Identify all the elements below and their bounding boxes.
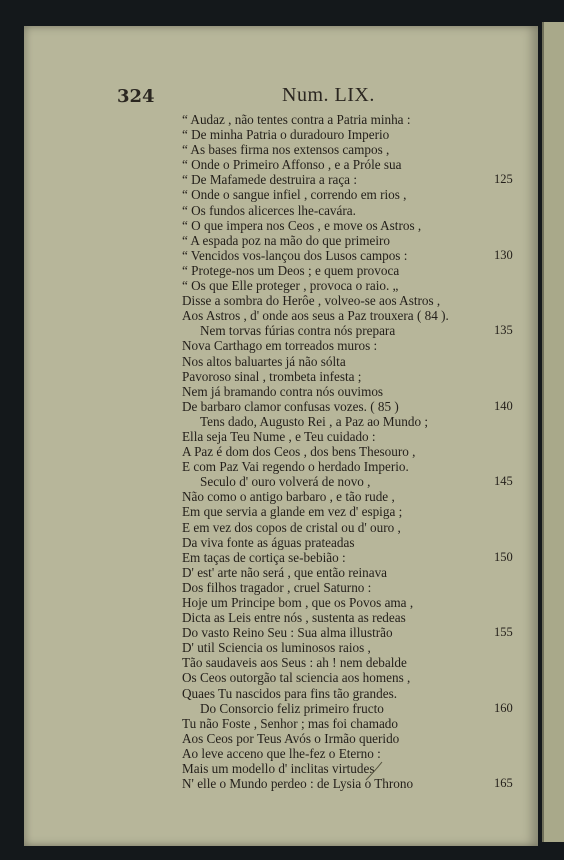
verse-line bbox=[182, 625, 513, 641]
verse-text: N' elle o Mundo perdeo : de Lysia o Throno bbox=[182, 776, 414, 792]
verse-text: E em vez dos copos de cristal ou d' ouro , bbox=[182, 519, 401, 535]
line-number: 160 bbox=[494, 700, 513, 715]
line-number: 135 bbox=[494, 323, 513, 338]
verse-line bbox=[182, 535, 502, 550]
verse-line bbox=[182, 670, 502, 685]
verse-line bbox=[182, 247, 513, 263]
verse-line bbox=[182, 127, 502, 142]
verse-text: Tens dado, Augusto Rei , a Paz ao Mundo ; bbox=[200, 413, 428, 429]
pencil-mark bbox=[364, 760, 388, 782]
verse-line bbox=[182, 429, 502, 444]
verse-text: Do Consorcio feliz primeiro fructo bbox=[200, 700, 384, 716]
verse-text: Tu não Foste , Senhor ; mas foi chamado bbox=[182, 715, 398, 731]
verse-line bbox=[182, 761, 502, 776]
verse-line bbox=[182, 459, 502, 474]
verse-text: Aos Astros , d' onde aos seus a Paz trouxera ( 84 ). bbox=[182, 308, 449, 324]
verse-line bbox=[182, 595, 502, 610]
verse-line bbox=[182, 233, 502, 248]
verse-line bbox=[182, 655, 502, 670]
line-number: 150 bbox=[494, 549, 513, 564]
verse-text: “ Vencidos vos-lançou dos Lusos campos : bbox=[182, 247, 408, 263]
verse-text: Dicta as Leis entre nós , sustenta as redeas bbox=[182, 610, 406, 626]
line-number: 125 bbox=[494, 172, 513, 187]
verse-text: Da viva fonte as águas prateadas bbox=[182, 534, 355, 550]
verse-text: Dos filhos tragador , cruel Saturno : bbox=[182, 579, 372, 595]
verse-line bbox=[182, 610, 502, 625]
line-number: 130 bbox=[494, 247, 513, 262]
verse-text: D' util Sciencia os luminosos raios , bbox=[182, 640, 371, 656]
verse-line bbox=[182, 308, 502, 323]
verse-text: Quaes Tu nascidos para fins tão grandes. bbox=[182, 685, 397, 701]
verse-text: Tão saudaveis aos Seus : ah ! nem debalde bbox=[182, 655, 407, 671]
verse-text: Não como o antigo barbaro , e tão rude , bbox=[182, 489, 395, 505]
verse-text: “ Os fundos alicerces lhe-cavára. bbox=[182, 202, 356, 218]
verse-line bbox=[182, 203, 502, 218]
verse-line bbox=[182, 354, 502, 369]
verse-line bbox=[182, 172, 513, 188]
verse-line bbox=[182, 157, 502, 172]
verse-line bbox=[182, 398, 513, 414]
verse-line bbox=[182, 580, 502, 595]
line-number: 140 bbox=[494, 398, 513, 413]
verse-text: “ A espada poz na mão do que primeiro bbox=[182, 232, 391, 248]
verse-text: Hoje um Principe bom , que os Povos ama , bbox=[182, 595, 414, 610]
verse-text: Ella seja Teu Nume , e Teu cuidado : bbox=[182, 428, 376, 444]
verse-line bbox=[182, 686, 502, 701]
verse-line bbox=[182, 520, 502, 535]
verse-line bbox=[182, 565, 502, 580]
verse-text: “ De Mafamede destruira a raça : bbox=[182, 172, 357, 188]
verse-line bbox=[182, 338, 502, 353]
verse-text: “ Audaz , não tentes contra a Patria minha : bbox=[182, 112, 411, 127]
verse-text: E com Paz Vai regendo o herdado Imperio. bbox=[182, 459, 409, 475]
verse-text: Nos altos baluartes já não sólta bbox=[182, 353, 346, 369]
verse-text: Do vasto Reino Seu : Sua alma illustrão bbox=[182, 625, 393, 641]
verse-text: “ Protege-nos um Deos ; e quem provoca bbox=[182, 262, 400, 278]
verse-text: Mais um modello d' inclitas virtudes bbox=[182, 761, 375, 777]
verse-text: “ De minha Patria o duradouro Imperio bbox=[182, 127, 390, 143]
verse-line bbox=[182, 504, 502, 519]
verse-line bbox=[182, 549, 513, 565]
verse-text: D' est' arte não será , que então reinava bbox=[182, 564, 388, 580]
verse-text: Disse a sombra do Herôe , volveo-se aos Astros , bbox=[182, 293, 441, 309]
verse-text: Aos Ceos por Teus Avós o Irmão querido bbox=[182, 730, 400, 746]
verse-line bbox=[182, 414, 502, 429]
line-number: 145 bbox=[494, 474, 513, 489]
page-number: 324 bbox=[117, 86, 155, 107]
verse-line bbox=[182, 142, 502, 157]
verse-text: Em que servia a glande em vez d' espiga ; bbox=[182, 504, 403, 520]
verse-text: Nem já bramando contra nós ouvimos bbox=[182, 383, 384, 399]
verse-line bbox=[182, 489, 502, 504]
verse-text: Nem torvas fúrias contra nós prepara bbox=[200, 323, 396, 339]
verse-text: Os Ceos outorgão tal sciencia aos homens , bbox=[182, 670, 411, 686]
verse-line bbox=[182, 293, 502, 308]
verse-text: Nova Carthago em torreados muros : bbox=[182, 338, 378, 354]
verse-line bbox=[182, 263, 502, 278]
verse-text: Em taças de cortiça se-bebião : bbox=[182, 549, 346, 565]
verse-line bbox=[182, 218, 502, 233]
adjacent-page-edge bbox=[542, 22, 564, 842]
line-number: 155 bbox=[494, 625, 513, 640]
verse-text: “ Os que Elle proteger , provoca o raio. „ bbox=[182, 278, 399, 294]
verse-text: “ As bases firma nos extensos campos , bbox=[182, 142, 390, 158]
verse-line bbox=[182, 731, 502, 746]
verse-text: Ao leve acceno que lhe-fez o Eterno : bbox=[182, 745, 381, 761]
line-number: 165 bbox=[494, 776, 513, 791]
verse-line bbox=[182, 746, 502, 761]
verse-text: “ Onde o sangue infiel , correndo em rios , bbox=[182, 187, 407, 203]
verse-line bbox=[182, 474, 513, 490]
verse-text: De barbaro clamor confusas vozes. ( 85 ) bbox=[182, 398, 399, 414]
verse-line bbox=[182, 369, 502, 384]
verse-line bbox=[182, 278, 502, 293]
verse-line bbox=[182, 700, 513, 716]
verse-text: Pavoroso sinal , trombeta infesta ; bbox=[182, 368, 362, 384]
verse-line bbox=[182, 776, 513, 792]
verse-line bbox=[182, 640, 502, 655]
poem-text bbox=[182, 112, 513, 792]
verse-line bbox=[182, 112, 502, 127]
verse-line bbox=[182, 323, 513, 339]
verse-line bbox=[182, 187, 502, 202]
verse-text: Seculo d' ouro volverá de novo , bbox=[200, 474, 371, 490]
verse-text: “ O que impera nos Ceos , e move os Astros , bbox=[182, 217, 422, 233]
verse-line bbox=[182, 444, 502, 459]
page-title: Num. LIX. bbox=[282, 84, 375, 106]
verse-text: A Paz é dom dos Ceos , dos bens Thesouro , bbox=[182, 444, 416, 460]
verse-text: “ Onde o Primeiro Affonso , e a Próle sua bbox=[182, 157, 402, 173]
verse-line bbox=[182, 384, 502, 399]
verse-line bbox=[182, 716, 502, 731]
